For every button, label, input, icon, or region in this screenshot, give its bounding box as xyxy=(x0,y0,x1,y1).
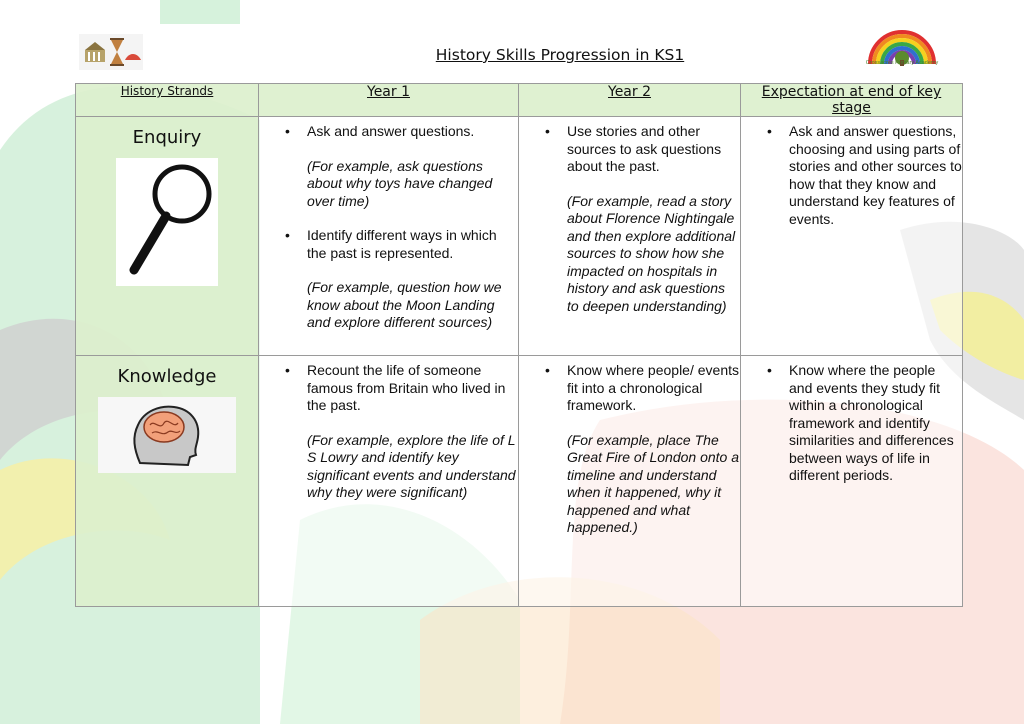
strand-cell-knowledge xyxy=(76,356,259,607)
list-item xyxy=(567,362,740,537)
year2-knowledge-example-1: (For example, place The Great Fire of London onto a timeline and understand when it happened, why it happened and what happened.) xyxy=(567,431,739,535)
header-year-1: Year 1 xyxy=(259,84,519,117)
expectation-enquiry-text: • Ask and answer questions, choosing and using parts of stories and other sources to how that they know and understand key features of events. xyxy=(789,123,962,227)
enquiry-expectation-cell xyxy=(741,117,963,356)
year1-knowledge-point-1: • Recount the life of someone famous from Britain who lived in the past. xyxy=(307,362,506,413)
knowledge-expectation-cell xyxy=(741,356,963,607)
list-item xyxy=(307,123,518,210)
year2-enquiry-example-1: (For example, read a story about Florence Nightingale and then explore additional sources to show how she impacted on hospitals in history and ask questions to deepen understanding) xyxy=(567,192,736,314)
table-row-enquiry xyxy=(76,117,963,356)
list-item xyxy=(789,362,962,485)
enquiry-year1-cell xyxy=(259,117,519,356)
skills-progression-table xyxy=(75,83,963,607)
year2-knowledge-point-1: • Know where people/ events fit into a chronological framework. xyxy=(567,362,739,413)
school-logo-text: Crossacres Primary Academy xyxy=(865,60,939,66)
strand-label-knowledge: Knowledge xyxy=(117,366,217,387)
header-year-2: Year 2 xyxy=(519,84,741,117)
list-item xyxy=(307,227,518,332)
strand-cell-enquiry xyxy=(76,117,259,356)
knowledge-year1-cell xyxy=(259,356,519,607)
year2-enquiry-point-1: • Use stories and other sources to ask questions about the past. xyxy=(567,123,722,174)
table-row-knowledge xyxy=(76,356,963,607)
header-expectation: Expectation at end of key stage xyxy=(741,84,963,117)
magnifying-glass-icon xyxy=(116,158,218,286)
expectation-knowledge-text: • Know where the people and events they study fit within a chronological framework and identify similarities and differences between ways of life in different periods. xyxy=(789,362,954,483)
list-item xyxy=(307,362,518,502)
list-item xyxy=(789,123,962,228)
head-brain-icon xyxy=(98,397,236,473)
year1-enquiry-point-2: • Identify different ways in which the past is represented. xyxy=(307,227,497,261)
enquiry-year2-cell xyxy=(519,117,741,356)
knowledge-year2-cell xyxy=(519,356,741,607)
year1-enquiry-point-1: • Ask and answer questions. xyxy=(307,123,475,139)
document-title: History Skills Progression in KS1 xyxy=(435,46,685,64)
header-history-strands: History Strands xyxy=(76,84,259,117)
year1-enquiry-example-2: (For example, question how we know about the Moon Landing and explore different sources) xyxy=(307,279,502,330)
table-header-row xyxy=(76,84,963,117)
year1-knowledge-example-1: (For example, explore the life of L S Lowry and identify key significant events and understand why they were significant) xyxy=(307,431,516,500)
strand-label-enquiry: Enquiry xyxy=(132,127,202,148)
list-item xyxy=(567,123,740,315)
year1-enquiry-example-1: (For example, ask questions about why toys have changed over time) xyxy=(307,157,493,209)
